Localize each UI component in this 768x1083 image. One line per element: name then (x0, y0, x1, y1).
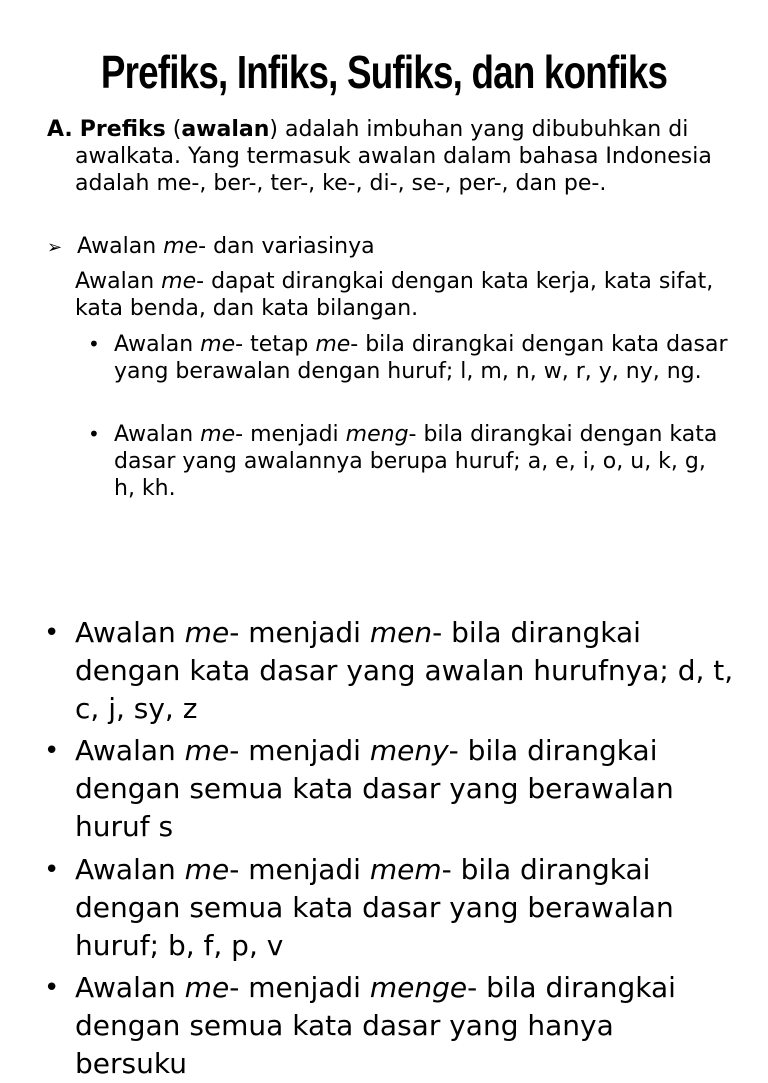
list-item-text (114, 421, 728, 502)
text-run-em: menge (369, 971, 468, 1004)
text-run: - bila dirangkai dengan kata dasar yang awalan hurufnya; d, t, c, j, sy, z (75, 616, 734, 725)
text-run: Awalan (114, 422, 201, 447)
list-item (88, 421, 728, 502)
text-run: - menjadi (229, 853, 370, 886)
text-run: - bila dirangkai dengan kata dasar yang berawalan dengan huruf; l, m, n, w, r, y, ny, ng. (114, 332, 728, 384)
bullet-dot-icon: • (88, 422, 100, 446)
text-run-em: meng (345, 422, 409, 447)
bullet-dot-icon: • (44, 855, 60, 885)
text-run: - bila dirangkai dengan kata dasar yang awalannya berupa huruf; a, e, i, o, u, k, g, h, kh. (114, 422, 718, 501)
list-item-text (114, 331, 728, 385)
text-run-em: me (184, 853, 230, 886)
bullet-dot-icon: • (44, 618, 60, 648)
list-item (88, 331, 728, 385)
section-a-open-paren: ( (165, 117, 182, 142)
text-run-em: me (315, 332, 351, 357)
text-run: Awalan (75, 734, 185, 767)
list-item-text (75, 969, 734, 1083)
list-item (44, 969, 734, 1083)
section-a-term: Prefiks (79, 117, 166, 142)
text-run-em: meny (369, 734, 449, 767)
text-run: Awalan (75, 853, 185, 886)
text-run-em: mem (369, 853, 442, 886)
sub-paragraph-post: - dapat dirangkai dengan kata kerja, kata sifat, kata benda, dan kata bilangan. (75, 269, 714, 321)
text-run-em: me (200, 422, 236, 447)
text-run: Awalan (75, 971, 185, 1004)
text-run: Awalan (75, 616, 185, 649)
page-title: Prefiks, Infiks, Sufiks, dan konfiks (100, 46, 668, 98)
text-run: - bila dirangkai dengan semua kata dasar yang hanya bersuku (75, 971, 676, 1080)
bullet-dot-icon: • (44, 736, 60, 766)
text-run: Awalan (114, 332, 201, 357)
sub-paragraph (75, 268, 715, 322)
list-item-text (75, 732, 734, 846)
sub-paragraph-em: me (161, 269, 197, 294)
list-item (44, 851, 734, 965)
section-a-paragraph (47, 116, 727, 197)
bullet-dot-icon: • (88, 332, 100, 356)
text-run: - menjadi (229, 616, 370, 649)
subheading-pre: Awalan (77, 234, 164, 259)
text-run-em: me (200, 332, 236, 357)
section-a-prefiks (47, 116, 727, 197)
subheading-awalan-me (47, 233, 727, 261)
list-item (44, 614, 734, 728)
section-a-letter: A. (47, 117, 73, 142)
section-a-term-alt: awalan (181, 117, 270, 142)
text-run: - bila dirangkai dengan semua kata dasar yang berawalan huruf; b, f, p, v (75, 853, 674, 962)
arrow-bullet-icon: ➢ (47, 237, 63, 258)
list-item-text (75, 851, 734, 965)
text-run: - menjadi (235, 422, 346, 447)
text-run: - menjadi (229, 971, 370, 1004)
text-run-em: me (184, 616, 230, 649)
text-run: - tetap (235, 332, 316, 357)
bullet-dot-icon: • (44, 973, 60, 1003)
text-run-em: me (184, 971, 230, 1004)
text-run-em: men (369, 616, 433, 649)
subheading-em: me (163, 234, 199, 259)
text-run: - menjadi (229, 734, 370, 767)
text-run-em: me (184, 734, 230, 767)
text-run: - bila dirangkai dengan semua kata dasar yang berawalan huruf s (75, 734, 674, 843)
sub-paragraph-pre: Awalan (75, 269, 162, 294)
section-a-text: ) adalah imbuhan yang dibubuhkan di awalkata. Yang termasuk awalan dalam bahasa Indonesia adalah me-, ber-, ter-, ke-, di-, se-, per-, dan pe-. (75, 117, 712, 196)
list-item-text (75, 614, 734, 728)
list-item (44, 732, 734, 846)
subheading-post: - dan variasinya (198, 234, 375, 259)
